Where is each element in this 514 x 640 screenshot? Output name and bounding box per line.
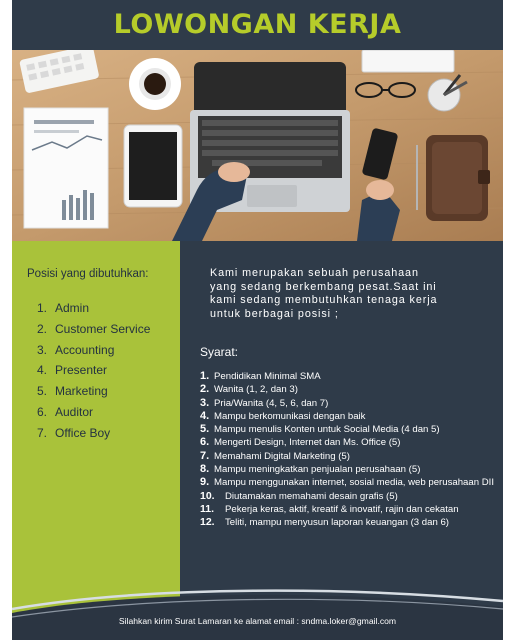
requirement-item: 12. Teliti, mampu menyusun laporan keuangan (3 dan 6) [200, 516, 449, 529]
footer-wave [12, 585, 503, 640]
requirement-item: 9. Mampu menggunakan internet, sosial media, web perusahaan DII [200, 476, 494, 489]
intro-line: untuk berbagai posisi ; [210, 307, 339, 320]
requirement-item: 8. Mampu meningkatkan penjualan perusahaan (5) [200, 463, 421, 476]
poster-header [12, 0, 503, 50]
position-item: 3. Accounting [37, 342, 115, 357]
position-item: 5. Marketing [37, 384, 108, 399]
requirement-item: 2. Wanita (1, 2, dan 3) [200, 383, 298, 396]
requirements-heading: Syarat: [200, 345, 239, 359]
position-item: 7. Office Boy [37, 425, 111, 440]
intro-line: yang sedang berkembang pesat.Saat ini [210, 280, 437, 293]
requirements-panel [180, 241, 503, 613]
requirement-item: 7. Memahami Digital Marketing (5) [200, 449, 350, 462]
requirements-list [200, 371, 500, 531]
intro-line: Kami merupakan sebuah perusahaan [210, 267, 419, 279]
position-item: 2. Customer Service [37, 321, 151, 336]
requirement-item: 6. Mengerti Design, Internet dan Ms. Office (5) [200, 436, 401, 449]
position-item: 4. Presenter [37, 363, 108, 378]
requirement-item: 10. Diutamakan memahami desain grafis (5) [200, 489, 398, 502]
position-item: 1. Admin [37, 301, 90, 315]
requirement-item: 5. Mampu menulis Konten untuk Social Media (4 dan 5) [200, 423, 440, 436]
requirement-item: 4. Mampu berkomunikasi dengan baik [200, 409, 366, 422]
positions-list [37, 301, 150, 447]
requirement-item: 3. Pria/Wanita (4, 5, 6, dan 7) [200, 396, 329, 409]
position-item: 6. Auditor [37, 404, 94, 419]
positions-heading: Posisi yang dibutuhkan: [27, 268, 149, 280]
intro-line: kami sedang membutuhkan tenaga kerja [210, 294, 438, 306]
job-poster [12, 0, 503, 640]
company-intro [210, 267, 490, 321]
office-desk-photo [12, 50, 503, 241]
requirement-item: 1. Pendidikan Minimal SMA [200, 370, 321, 382]
footer-contact: Silahkan kirim Surat Lamaran ke alamat email : sndma.loker@gmail.com [118, 616, 397, 626]
positions-panel [12, 241, 180, 613]
requirement-item: 11. Pekerja keras, aktif, kreatif & inovatif, rajin dan cekatan [200, 502, 459, 515]
poster-title: LOWONGAN KERJA [113, 9, 402, 40]
